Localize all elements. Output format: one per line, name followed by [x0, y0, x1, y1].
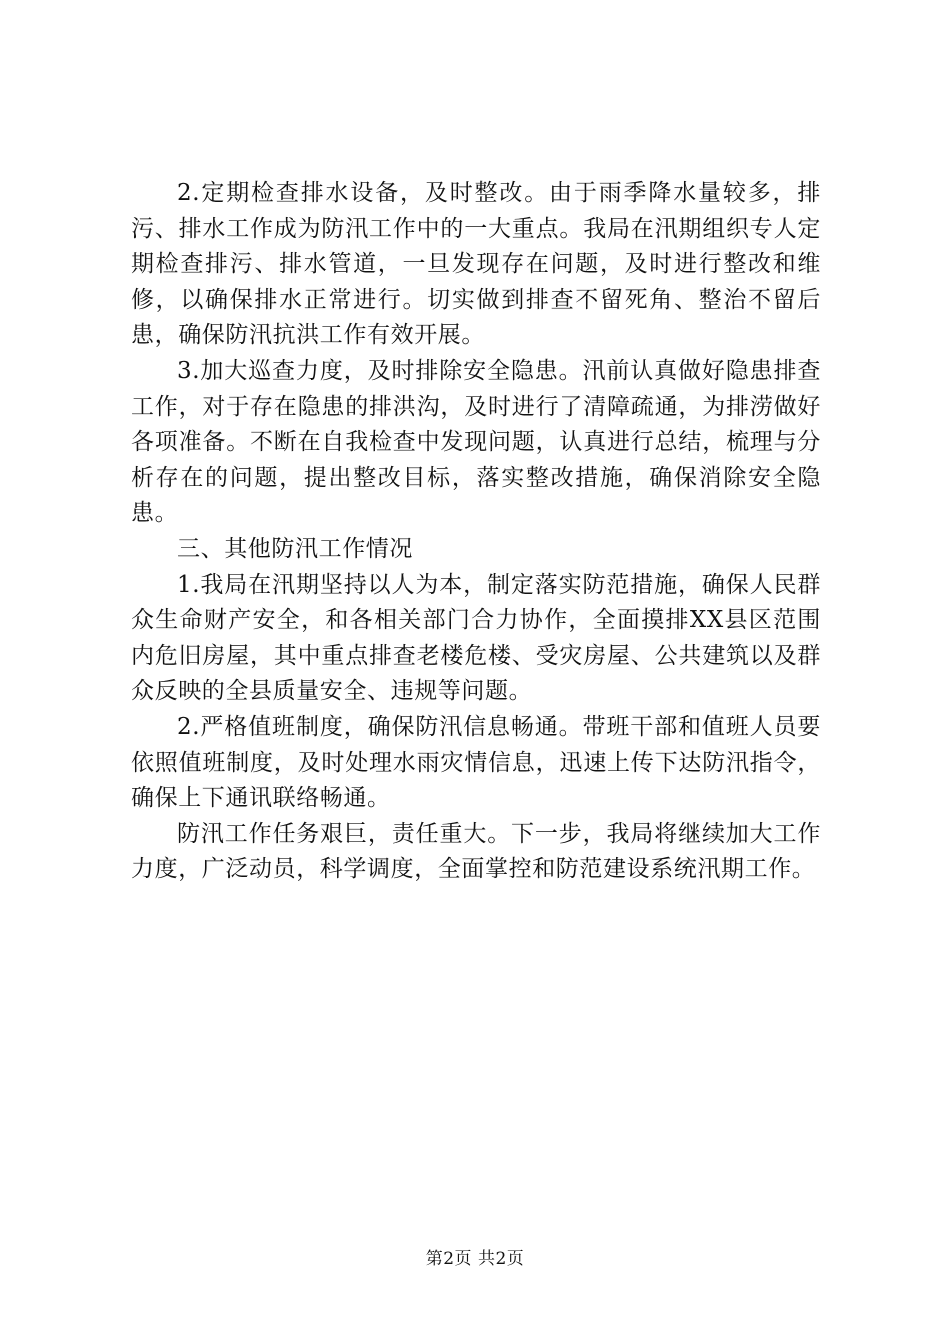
paragraph-people-first: 1.我局在汛期坚持以人为本，制定落实防范措施，确保人民群众生命财产安全，和各相关部门合力协作，全面摸排XX县区范围内危旧房屋，其中重点排查老楼危楼、受灾房屋、公共建筑以及群众反映的全县质量安全、违规等问题。: [131, 571, 821, 705]
page-footer: 第2页 共2页: [425, 1249, 525, 1269]
paragraph-drainage-inspection: 2.定期检查排水设备，及时整改。由于雨季降水量较多，排污、排水工作成为防汛工作中的一大重点。我局在汛期组织专人定期检查排污、排水管道，一旦发现存在问题，及时进行整改和维修，以确保排水正常进行。切实做到排查不留死角、整治不留后患，确保防汛抗洪工作有效开展。: [131, 180, 821, 349]
document-body: [131, 176, 821, 888]
paragraph-conclusion: 防汛工作任务艰巨，责任重大。下一步，我局将继续加大工作力度，广泛动员，科学调度，全面掌控和防范建设系统汛期工作。: [131, 820, 821, 883]
section-heading-other-work: 三、其他防汛工作情况: [177, 535, 413, 562]
paragraph-patrol-hazards: 3.加大巡查力度，及时排除安全隐患。汛前认真做好隐患排查工作，对于存在隐患的排洪沟，及时进行了清障疏通，为排涝做好各项准备。不断在自我检查中发现问题，认真进行总结，梳理与分析存在的问题，提出整改目标，落实整改措施，确保消除安全隐患。: [131, 357, 821, 527]
paragraph-duty-system: 2.严格值班制度，确保防汛信息畅通。带班干部和值班人员要依照值班制度，及时处理水雨灾情信息，迅速上传下达防汛指令，确保上下通讯联络畅通。: [131, 713, 821, 812]
